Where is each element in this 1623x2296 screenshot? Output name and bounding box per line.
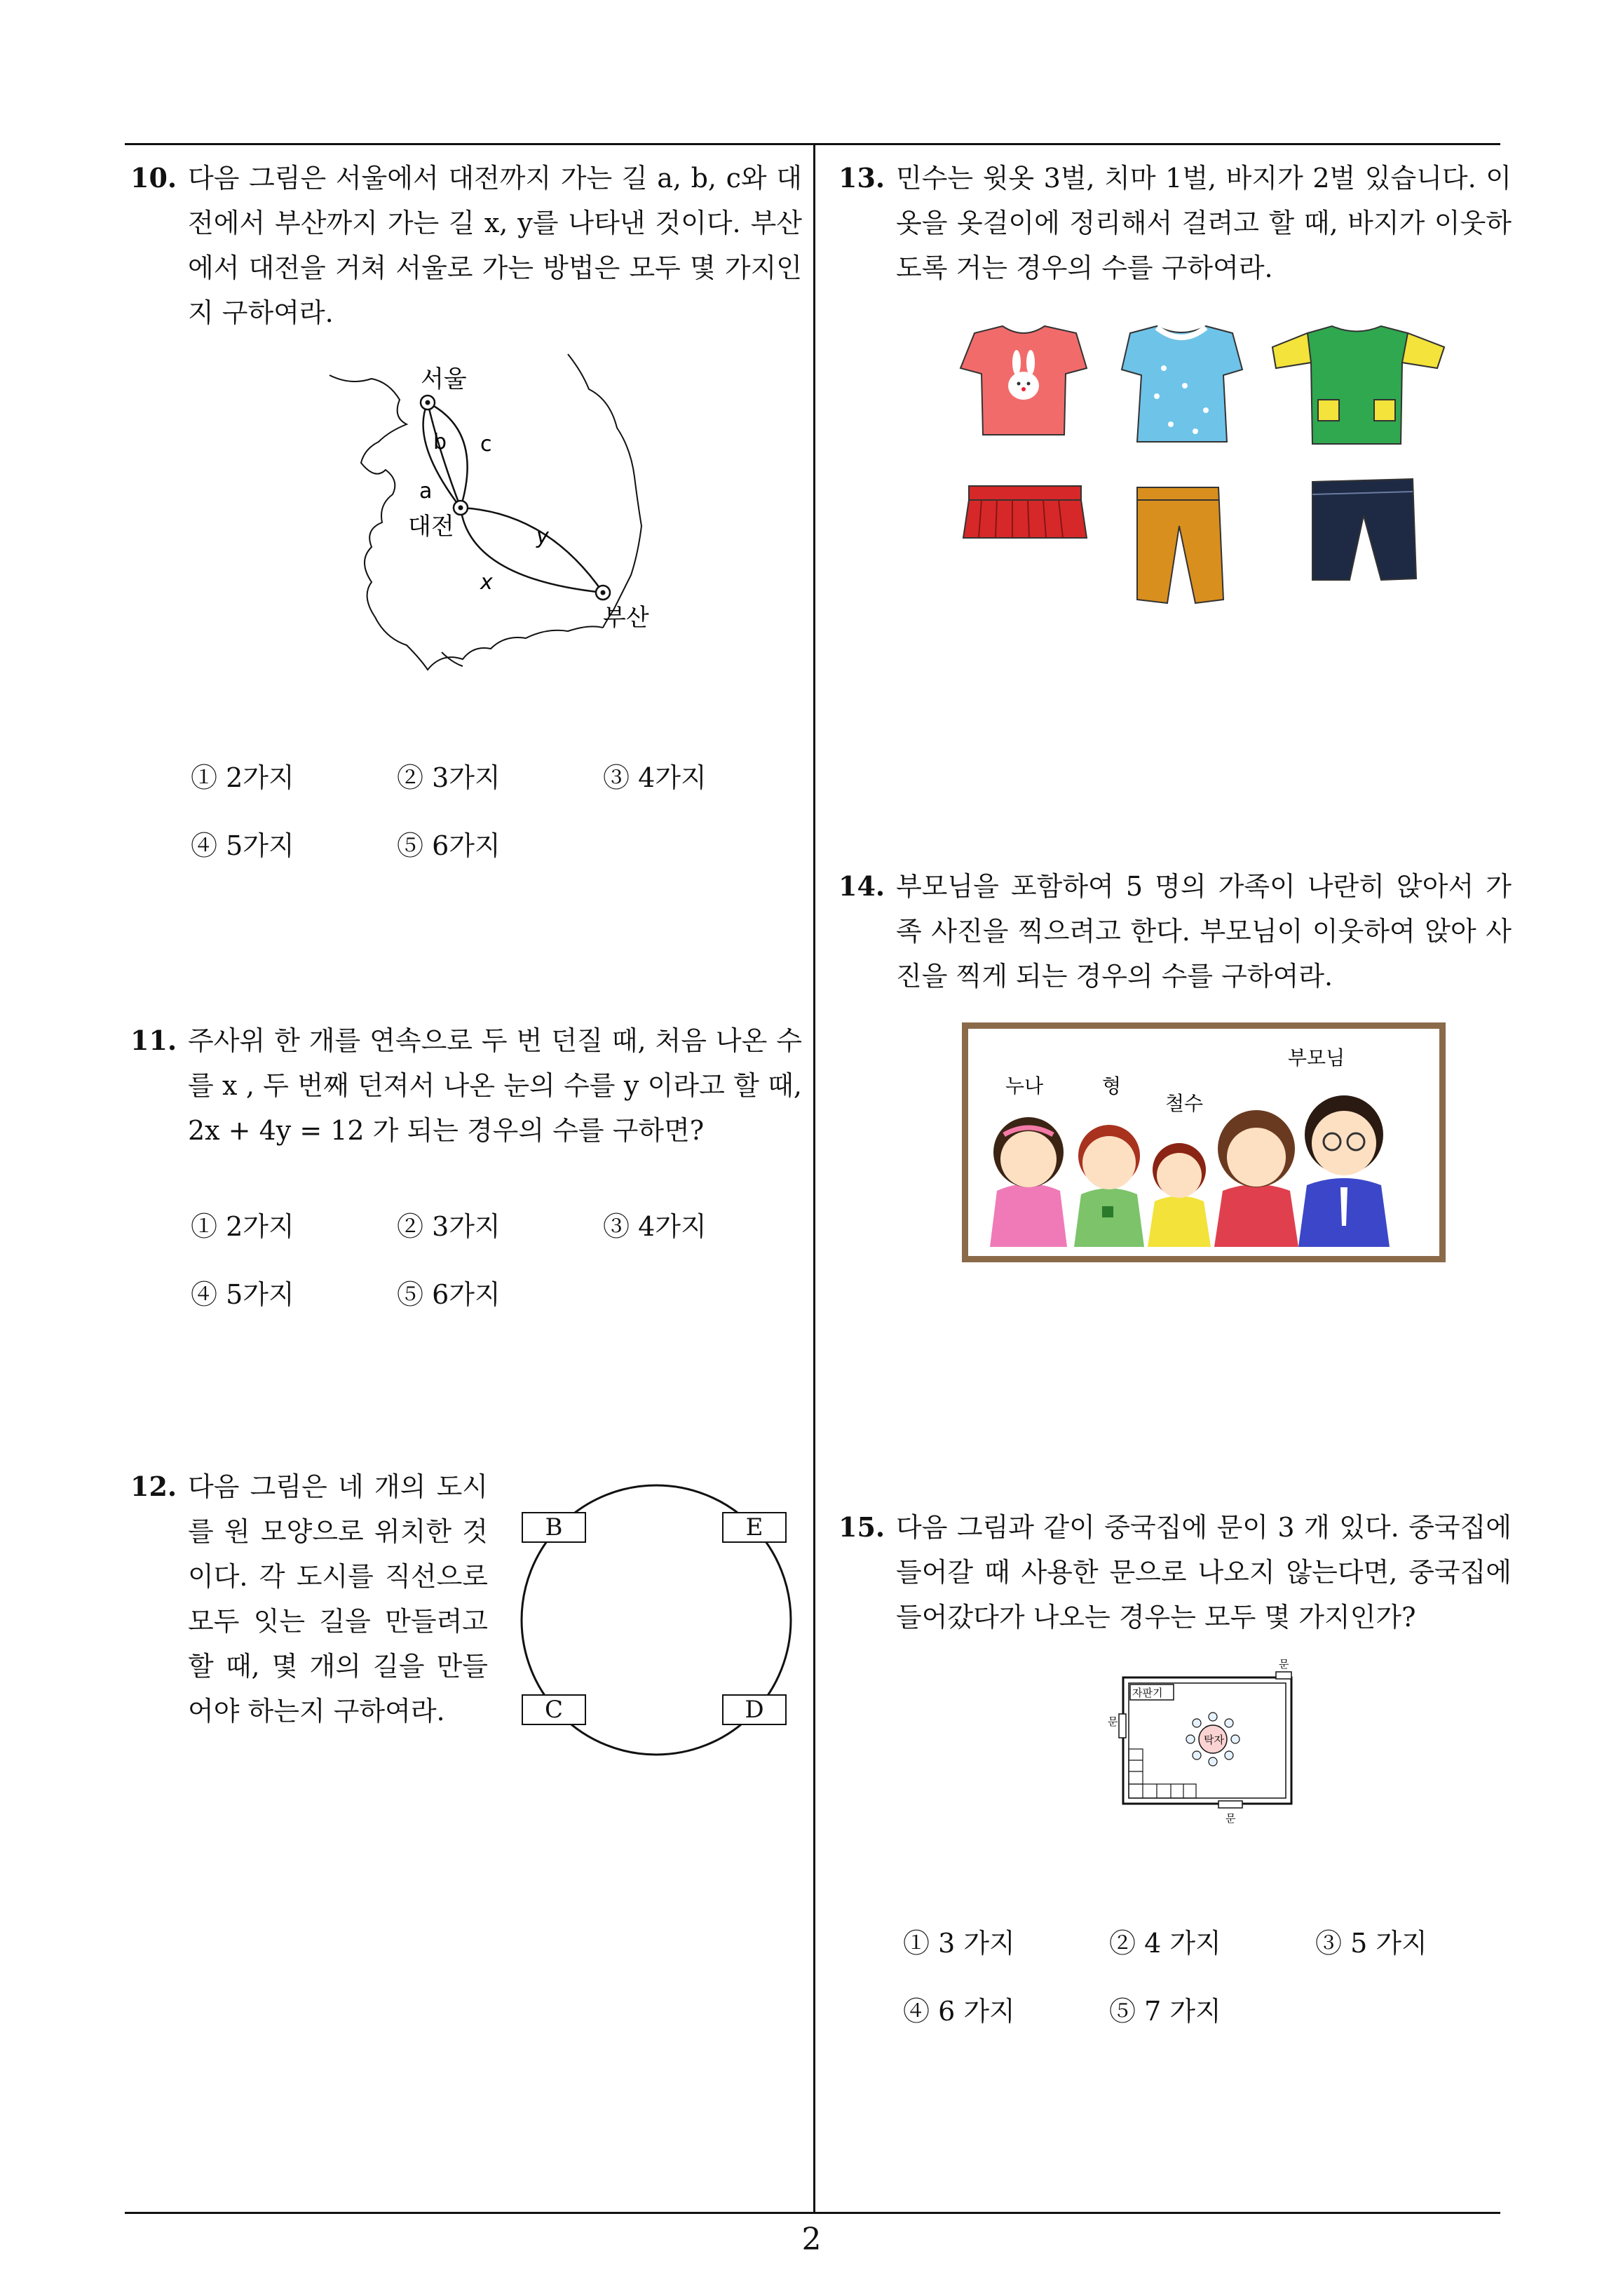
label-parents: 부모님 <box>1288 1046 1345 1069</box>
question-11 <box>130 1018 802 1153</box>
family-photo-illustration <box>962 1022 1446 1262</box>
label-vending-machine: 자판기 <box>1132 1687 1163 1699</box>
choice-1[interactable]: ① 2가지 <box>191 1211 294 1242</box>
blue-blouse-image <box>1122 326 1242 442</box>
map-label-busan: 부산 <box>603 604 649 632</box>
route-a-label: a <box>419 479 433 504</box>
label-table: 탁자 <box>1204 1734 1224 1746</box>
question-number: 12. <box>130 1471 177 1502</box>
question-15 <box>838 1505 1512 1640</box>
label-door-top: 문 <box>1279 1658 1289 1670</box>
city-circle-figure <box>519 1480 792 1760</box>
clothes-illustration <box>953 319 1458 614</box>
choice-2[interactable]: ② 3가지 <box>397 762 501 793</box>
city-C: C <box>522 1694 586 1725</box>
city-B: B <box>522 1512 586 1543</box>
question-text: 민수는 윗옷 3벌, 치마 1벌, 바지가 2벌 있습니다. 이 옷을 옷걸이에 정리해서 걸려고 할 때, 바지가 이웃하도록 거는 경우의 수를 구하여라. <box>896 163 1512 283</box>
choice-4[interactable]: ④ 5가지 <box>191 830 294 861</box>
red-skirt-image <box>963 486 1087 538</box>
choice-5[interactable]: ⑤ 7 가지 <box>1109 1996 1221 2027</box>
page-number: 2 <box>801 2222 822 2257</box>
question-10 <box>130 156 802 335</box>
choice-5[interactable]: ⑤ 6가지 <box>397 830 501 861</box>
red-tshirt-image <box>960 326 1087 435</box>
route-c-label: c <box>480 432 492 457</box>
route-x-label: x <box>480 570 493 595</box>
route-y-label: y <box>536 525 549 549</box>
choice-5[interactable]: ⑤ 6가지 <box>397 1279 501 1310</box>
city-E: E <box>722 1512 787 1543</box>
green-top-image <box>1272 326 1444 444</box>
choice-4[interactable]: ④ 6 가지 <box>903 1996 1015 2027</box>
label-door-bottom: 문 <box>1225 1812 1236 1825</box>
choice-1[interactable]: ① 2가지 <box>191 762 294 793</box>
choice-3[interactable]: ③ 4가지 <box>603 762 707 793</box>
choice-3[interactable]: ③ 5 가지 <box>1315 1928 1427 1959</box>
map-label-seoul: 서울 <box>421 365 467 393</box>
question-text: 다음 그림은 서울에서 대전까지 가는 길 a, b, c와 대전에서 부산까지 가는 길 x, y를 나타낸 것이다. 부산에서 대전을 거쳐 서울로 가는 방법은 모두 몇 가지인지 구하여라. <box>188 163 802 328</box>
choice-4[interactable]: ④ 5가지 <box>191 1279 294 1310</box>
question-12 <box>130 1464 488 1734</box>
choice-2[interactable]: ② 3가지 <box>397 1211 501 1242</box>
top-rule <box>125 143 1500 145</box>
question-text: 주사위 한 개를 연속으로 두 번 던질 때, 처음 나온 수를 x , 두 번째 던져서 나온 눈의 수를 y 이라고 할 때, 2x + 4y = 12 가 되는 경우의 수를 구하면? <box>188 1025 802 1146</box>
question-number: 14. <box>838 870 885 902</box>
label-cheolsu: 철수 <box>1165 1092 1204 1115</box>
label-hyung: 형 <box>1102 1074 1122 1098</box>
question-text: 다음 그림과 같이 중국집에 문이 3 개 있다. 중국집에 들어갈 때 사용한 문으로 나오지 않는다면, 중국집에 들어갔다가 나오는 경우는 모두 몇 가지인가? <box>896 1512 1512 1633</box>
choice-2[interactable]: ② 4 가지 <box>1109 1928 1221 1959</box>
question-14 <box>838 864 1512 999</box>
question-text: 다음 그림은 네 개의 도시를 원 모양으로 위치한 것이다. 각 도시를 직선으로 모두 잇는 길을 만들려고 할 때, 몇 개의 길을 만들어야 하는지 구하여라. <box>188 1471 488 1727</box>
route-b-label: b <box>433 430 447 454</box>
jeans-image <box>1312 479 1416 580</box>
city-D: D <box>722 1694 787 1725</box>
restaurant-floorplan <box>1108 1655 1311 1837</box>
label-door-left: 문 <box>1108 1715 1118 1728</box>
question-13 <box>838 156 1512 290</box>
bottom-rule <box>125 2212 1500 2214</box>
question-number: 10. <box>130 162 177 194</box>
question-number: 15. <box>838 1511 885 1543</box>
label-nuna: 누나 <box>1005 1074 1044 1098</box>
question-number: 11. <box>130 1025 177 1056</box>
choice-3[interactable]: ③ 4가지 <box>603 1211 707 1242</box>
question-number: 13. <box>838 162 885 194</box>
map-label-daejeon: 대전 <box>408 513 454 541</box>
question-text: 부모님을 포함하여 5 명의 가족이 나란히 앉아서 가족 사진을 찍으려고 한다. 부모님이 이웃하여 앉아 사진을 찍게 되는 경우의 수를 구하여라. <box>896 871 1512 992</box>
orange-pants-image <box>1137 487 1223 603</box>
column-divider <box>813 144 815 2213</box>
choice-1[interactable]: ① 3 가지 <box>903 1928 1015 1959</box>
korea-route-map <box>322 351 659 680</box>
